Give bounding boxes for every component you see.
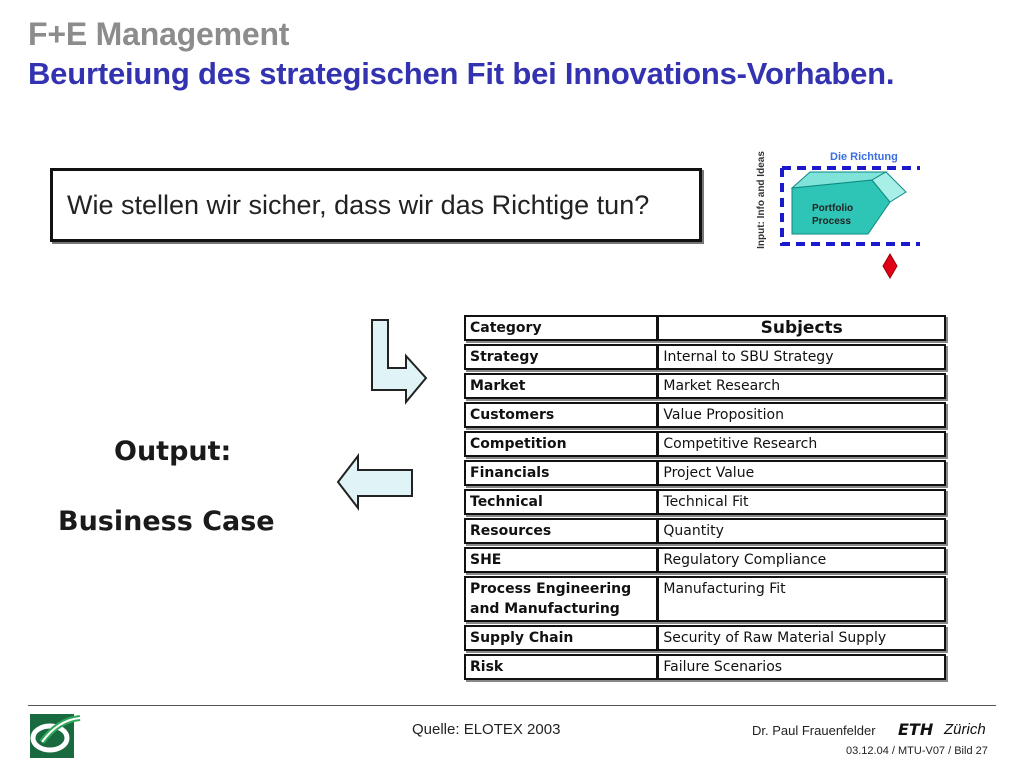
eth-logo-text: ETH <box>898 720 934 739</box>
die-richtung-label: Die Richtung <box>830 151 898 163</box>
table-row <box>464 518 946 544</box>
table-row <box>464 547 946 573</box>
row-category: Strategy <box>464 344 658 370</box>
table-row <box>464 489 946 515</box>
header-subjects: Subjects <box>658 315 946 341</box>
row-category: Market <box>464 373 658 399</box>
table-header-row <box>464 315 946 341</box>
row-category: Customers <box>464 402 658 428</box>
business-case-label: Business Case <box>58 506 275 537</box>
row-subject: Quantity <box>658 518 946 544</box>
table-row <box>464 402 946 428</box>
left-arrow-icon <box>336 452 416 512</box>
table-row <box>464 460 946 486</box>
input-info-ideas-label: Input: Info and Ideas <box>756 151 767 249</box>
table-row <box>464 576 946 622</box>
zurich-text: Zürich <box>944 721 986 738</box>
table-row <box>464 625 946 651</box>
eth-swirl-logo-icon <box>28 712 84 760</box>
portfolio-process-label <box>812 202 853 228</box>
row-category: Supply Chain <box>464 625 658 651</box>
table-row <box>464 344 946 370</box>
source-citation: Quelle: ELOTEX 2003 <box>412 721 561 738</box>
row-subject: Regulatory Compliance <box>658 547 946 573</box>
table-row <box>464 654 946 680</box>
row-category: Financials <box>464 460 658 486</box>
table-row <box>464 373 946 399</box>
row-subject: Manufacturing Fit <box>658 576 946 622</box>
slide-reference: 03.12.04 / MTU-V07 / Bild 27 <box>846 745 988 757</box>
row-category: Process Engineering and Manufacturing <box>464 576 658 622</box>
slide-title: F+E Management <box>28 16 290 52</box>
question-text: Wie stellen wir sicher, dass wir das Richtige tun? <box>67 189 650 220</box>
row-subject: Competitive Research <box>658 431 946 457</box>
fit-criteria-table <box>464 312 946 683</box>
row-subject: Failure Scenarios <box>658 654 946 680</box>
red-diamond-icon <box>883 254 897 278</box>
row-subject: Value Proposition <box>658 402 946 428</box>
row-category: Resources <box>464 518 658 544</box>
row-category: SHE <box>464 547 658 573</box>
footer-divider <box>28 705 996 706</box>
row-subject: Project Value <box>658 460 946 486</box>
row-subject: Internal to SBU Strategy <box>658 344 946 370</box>
row-subject: Technical Fit <box>658 489 946 515</box>
slide-subtitle: Beurteiung des strategischen Fit bei Innovations-Vorhaben. <box>28 56 895 91</box>
output-label: Output: <box>114 436 232 467</box>
header-category: Category <box>464 315 658 341</box>
portfolio-label-line2: Process <box>812 216 851 227</box>
portfolio-label-line1: Portfolio <box>812 203 854 214</box>
author-name: Dr. Paul Frauenfelder <box>752 723 876 738</box>
row-category: Technical <box>464 489 658 515</box>
row-category: Risk <box>464 654 658 680</box>
row-category: Competition <box>464 431 658 457</box>
row-subject: Security of Raw Material Supply <box>658 625 946 651</box>
question-box <box>50 168 702 242</box>
down-right-arrow-icon <box>368 318 432 410</box>
row-subject: Market Research <box>658 373 946 399</box>
table-row <box>464 431 946 457</box>
